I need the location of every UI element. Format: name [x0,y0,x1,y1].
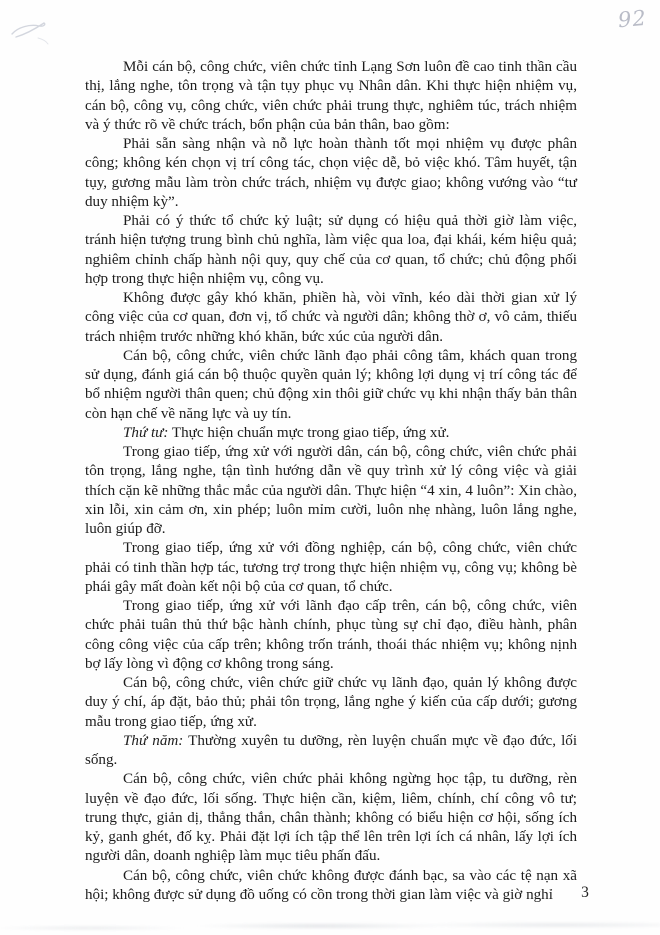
page-number: 3 [581,884,589,901]
paragraph-text: Cán bộ, công chức, viên chức không được đánh bạc, sa vào các tệ nạn xã hội; không được sử dụng đồ uống có cồn trong thời gian làm việc và giờ nghỉ [85,867,577,903]
paragraph-text: Thường xuyên tu dưỡng, rèn luyện chuẩn mực về đạo đức, lối sống. [85,732,578,768]
paragraph [85,135,577,212]
scan-artifact-smudge [0,916,660,932]
paragraph [85,597,577,674]
pen-scribble-mark [8,18,62,46]
paragraph-text: Không được gây khó khăn, phiền hà, vòi vĩnh, kéo dài thời gian xử lý công việc của cơ quan, đơn vị, tổ chức và người dân; không thờ ơ, vô cảm, thiếu trách nhiệm trước những khó khăn, bức xúc của người dân. [85,290,577,345]
paragraph [85,732,577,771]
paragraph [85,424,577,443]
paragraph-text: Cán bộ, công chức, viên chức phải không ngừng học tập, tu dưỡng, rèn luyện về đạo đức, lối sống. Thực hiện cần, kiệm, liêm, chính, chí công vô tư; trung thực, giản dị, thẳng thắn, chân thành; không có biểu hiện cơ hội, sống ích kỷ, ganh ghét, đố kỵ. Phải đặt lợi ích tập thể lên trên lợi ích cá nhân, lấy lợi ích người dân, doanh nghiệp làm mục tiêu phấn đấu. [85,771,577,865]
paragraph [85,443,577,539]
paragraph-text: Phải có ý thức tổ chức kỷ luật; sử dụng có hiệu quả thời giờ làm việc, tránh hiện tượng trung bình chủ nghĩa, làm việc qua loa, đại khái, kém hiệu quả; nghiêm chỉnh chấp hành nội quy, quy chế của cơ quan, tổ chức; chủ động phối hợp trong thực hiện nhiệm vụ, công vụ. [85,213,577,287]
paragraph [85,674,577,732]
paragraph-lead: Thứ năm: [123,732,184,749]
paragraph-text: Phải sẵn sàng nhận và nỗ lực hoàn thành tốt mọi nhiệm vụ được phân công; không kén chọn vị trí công tác, chọn việc dễ, bỏ việc khó. Tâm huyết, tận tụy, gương mẫu làm tròn chức trách, nhiệm vụ được giao; không vướng vào “tư duy nhiệm kỳ”. [85,136,577,210]
paragraph-lead: Thứ tư: [123,424,169,441]
paragraph-text: Cán bộ, công chức, viên chức giữ chức vụ lãnh đạo, quản lý không được duy ý chí, áp đặt, bảo thủ; phải tôn trọng, lắng nghe ý kiến của cấp dưới; gương mẫu trong giao tiếp, ứng xử. [85,675,577,730]
paragraph-text: Trong giao tiếp, ứng xử với đồng nghiệp, cán bộ, công chức, viên chức phải có tinh thần hợp tác, tương trợ trong thực hiện nhiệm vụ, công vụ; không bè phái gây mất đoàn kết nội bộ của cơ quan, tổ chức. [85,540,577,595]
paragraph-text: Thực hiện chuẩn mực trong giao tiếp, ứng xử. [168,424,450,441]
paragraph-text: Mỗi cán bộ, công chức, viên chức tỉnh Lạng Sơn luôn đề cao tinh thần cầu thị, lắng nghe, tôn trọng và tận tụy phục vụ Nhân dân. Khi thực hiện nhiệm vụ, cán bộ, công vụ, công chức, viên chức phải trung thực, nghiêm túc, trách nhiệm và ý thức rõ về chức trách, bổn phận của bản thân, bao gồm: [85,59,577,133]
paragraph [85,539,577,597]
paragraph-text: Trong giao tiếp, ứng xử với lãnh đạo cấp trên, cán bộ, công chức, viên chức phải tuân thủ thứ bậc hành chính, phục tùng sự chỉ đạo, điều hành, phân công công việc của cấp trên; không trốn tránh, thoái thác nhiệm vụ; không nịnh bợ lấy lòng vì động cơ không trong sáng. [85,598,577,672]
handwritten-folio-number: 92 [617,5,648,33]
paragraph [85,867,577,906]
paragraph-text: Trong giao tiếp, ứng xử với người dân, cán bộ, công chức, viên chức phải tôn trọng, lắng nghe, tận tình hướng dẫn về quy trình xử lý công việc và giải thích cặn kẽ những thắc mắc của người dân. Thực hiện “4 xin, 4 luôn”: Xin chào, xin lỗi, xin cảm ơn, xin phép; luôn mỉm cười, luôn nhẹ nhàng, luôn lắng nghe, luôn giúp đỡ. [85,444,577,537]
body-text [85,58,577,905]
paragraph-text: Cán bộ, công chức, viên chức lãnh đạo phải công tâm, khách quan trong sử dụng, đánh giá cán bộ thuộc quyền quản lý; không lợi dụng vị trí công tác để bổ nhiệm người thân quen; chủ động xin thôi giữ chức vụ khi nhận thấy bản thân còn hạn chế về năng lực và uy tín. [85,347,577,422]
paragraph [85,289,577,347]
paragraph [85,770,577,866]
paragraph [85,347,577,424]
paragraph [85,58,577,135]
paragraph [85,212,577,289]
